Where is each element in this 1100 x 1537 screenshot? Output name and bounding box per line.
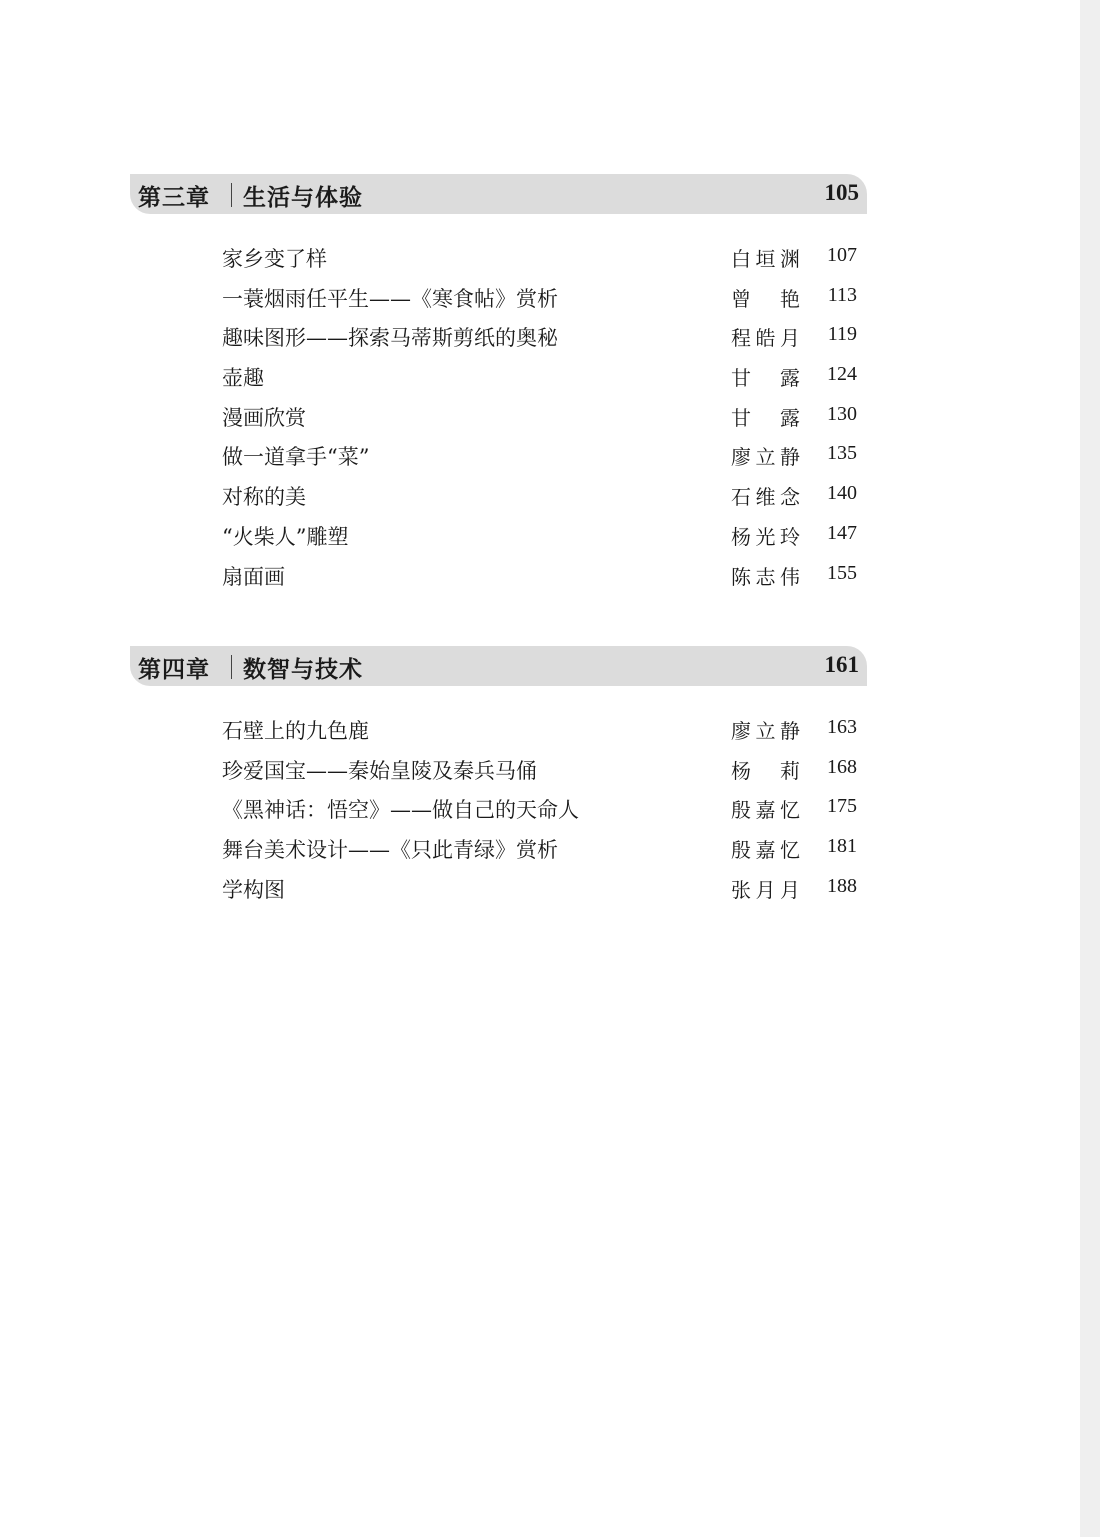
entry-title: 做一道拿手“菜” xyxy=(222,445,370,470)
entry-author: 陈志伟 xyxy=(731,564,801,589)
chapter-3-entries xyxy=(130,243,867,600)
entry-title: 珍爱国宝——秦始皇陵及秦兵马俑 xyxy=(222,758,537,783)
toc-entry[interactable] xyxy=(130,481,867,521)
entry-author: 程皓月 xyxy=(731,326,801,351)
chapter-number: 第四章 xyxy=(138,656,210,683)
entry-title: 壶趣 xyxy=(222,366,264,391)
entry-page: 181 xyxy=(827,835,857,858)
entry-page: 175 xyxy=(827,795,857,818)
toc-entry[interactable] xyxy=(130,402,867,442)
chapter-number: 第三章 xyxy=(138,184,210,211)
entry-title: “火柴人”雕塑 xyxy=(222,524,349,549)
entry-page: 140 xyxy=(827,482,857,505)
chapter-page[interactable]: 105 xyxy=(824,180,859,205)
chapter-page[interactable]: 161 xyxy=(824,652,859,677)
entry-title: 学构图 xyxy=(222,877,285,902)
entry-author: 石维念 xyxy=(731,485,801,510)
entry-author: 杨光玲 xyxy=(731,524,801,549)
entry-title: 趣味图形——探索马蒂斯剪纸的奥秘 xyxy=(222,326,558,351)
toc-entry[interactable] xyxy=(130,283,867,323)
chapter-separator xyxy=(231,183,232,207)
entry-author: 曾 艳 xyxy=(731,286,801,311)
entry-author: 廖立静 xyxy=(731,719,801,743)
chapter-header xyxy=(130,646,867,686)
entry-title: 石壁上的九色鹿 xyxy=(222,719,369,743)
entry-page: 135 xyxy=(827,442,857,465)
toc-entry[interactable] xyxy=(130,561,867,601)
entry-author: 白垣渊 xyxy=(731,247,801,271)
entry-author: 殷嘉忆 xyxy=(731,838,801,863)
toc-entry[interactable] xyxy=(130,834,867,874)
chapter-header xyxy=(130,174,867,214)
entry-page: 130 xyxy=(827,402,857,425)
toc-entry[interactable] xyxy=(130,794,867,834)
entry-page: 163 xyxy=(827,716,857,738)
entry-page: 147 xyxy=(827,521,857,544)
toc-entry[interactable] xyxy=(130,874,867,914)
chapter-separator xyxy=(231,655,232,679)
toc-entry[interactable] xyxy=(130,755,867,795)
entry-title: 一蓑烟雨任平生——《寒食帖》赏析 xyxy=(222,286,558,311)
entry-author: 甘 露 xyxy=(731,405,801,430)
toc-entry[interactable] xyxy=(130,521,867,561)
entry-page: 168 xyxy=(827,755,857,778)
entry-page: 155 xyxy=(827,561,857,584)
entry-page: 113 xyxy=(827,283,857,306)
chapter-3 xyxy=(130,174,867,600)
entry-title: 舞台美术设计——《只此青绿》赏析 xyxy=(222,838,558,863)
chapter-4 xyxy=(130,646,867,913)
toc-entry[interactable] xyxy=(130,362,867,402)
entry-author: 廖立静 xyxy=(731,445,801,470)
toc-entry[interactable] xyxy=(130,243,867,283)
scrollbar-track[interactable] xyxy=(1080,0,1100,1537)
entry-title: 《黑神话：悟空》——做自己的天命人 xyxy=(222,798,579,823)
chapter-title: 生活与体验 xyxy=(243,184,363,211)
entry-title: 漫画欣赏 xyxy=(222,405,306,430)
toc-entry[interactable] xyxy=(130,441,867,481)
entry-author: 杨 莉 xyxy=(731,758,801,783)
entry-author: 张月月 xyxy=(731,877,801,902)
entry-title: 对称的美 xyxy=(222,485,306,510)
entry-page: 119 xyxy=(827,323,857,346)
entry-author: 殷嘉忆 xyxy=(731,798,801,823)
entry-title: 扇面画 xyxy=(222,564,285,589)
chapter-4-entries xyxy=(130,715,867,913)
entry-title: 家乡变了样 xyxy=(222,247,327,271)
chapter-title: 数智与技术 xyxy=(243,656,363,683)
entry-page: 188 xyxy=(827,874,857,897)
entry-page: 124 xyxy=(827,363,857,386)
toc-entry[interactable] xyxy=(130,715,867,755)
toc-entry[interactable] xyxy=(130,322,867,362)
entry-page: 107 xyxy=(827,244,857,266)
entry-author: 甘 露 xyxy=(731,366,801,391)
